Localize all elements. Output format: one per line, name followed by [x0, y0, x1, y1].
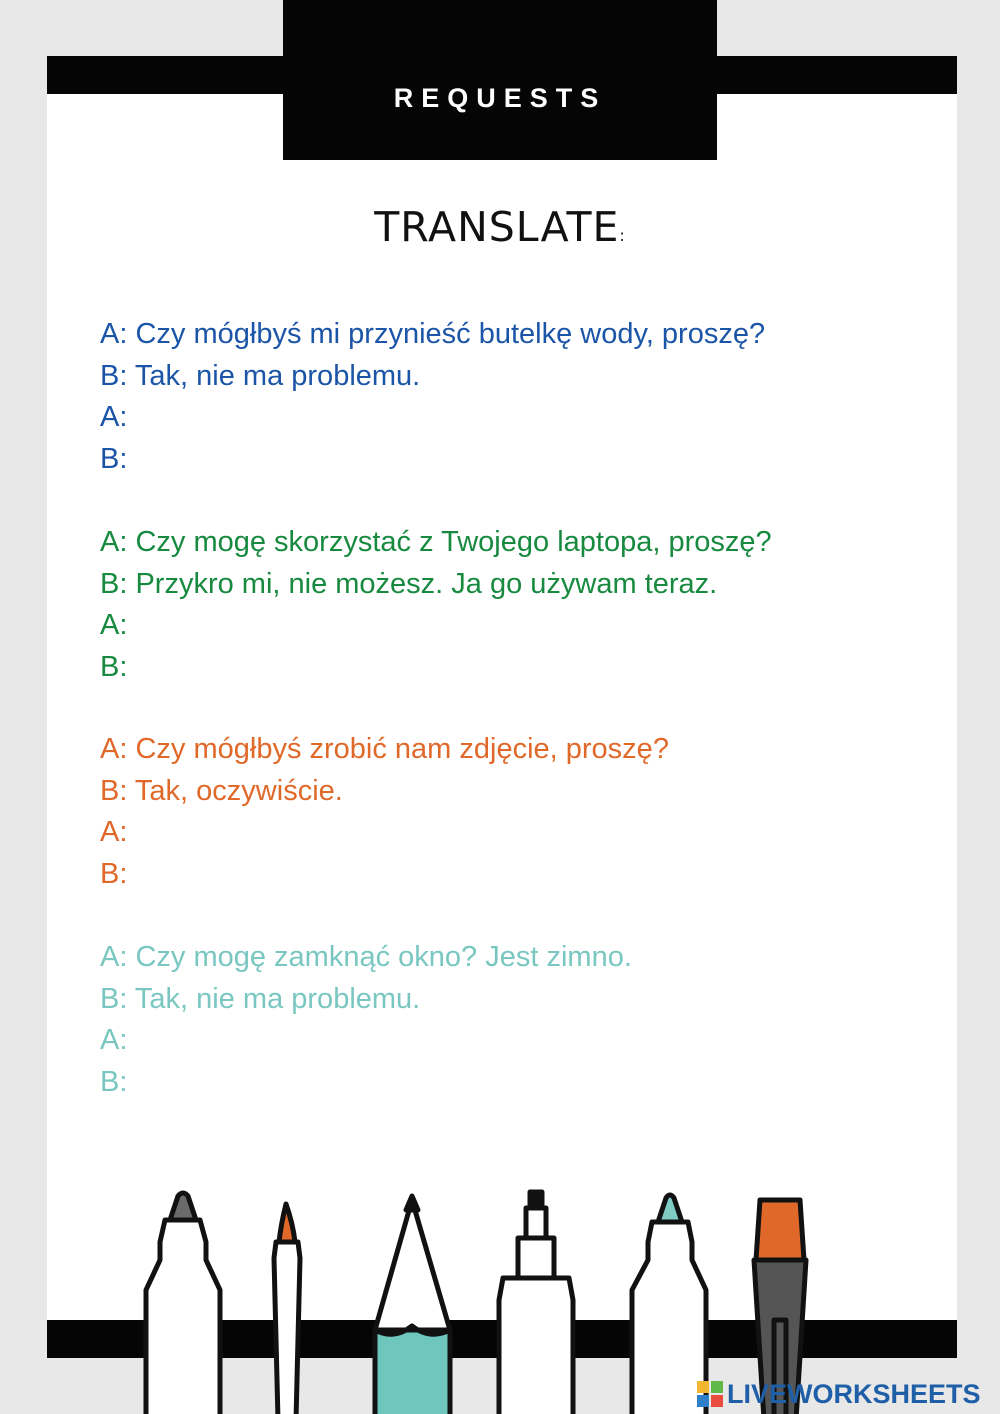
dialog-line: A: Czy mógłbyś zrobić nam zdjęcie, proszę? [100, 733, 669, 765]
dialog-4 [100, 937, 632, 1103]
instruction-colon: : [619, 226, 626, 245]
instruction-heading [0, 203, 1000, 251]
page-title: REQUESTS [393, 82, 607, 113]
paintbrush-orange-icon [274, 1204, 300, 1414]
dialog-answer-line[interactable]: A: [100, 401, 128, 433]
liveworksheets-logo [697, 1379, 981, 1409]
dialog-answer-line[interactable]: B: [100, 442, 128, 475]
dialog-line: B: Tak, oczywiście. [100, 774, 343, 807]
dialog-line: B: Tak, nie ma problemu. [100, 982, 421, 1015]
instruction-text: TRANSLATE [374, 203, 620, 251]
dialog-3 [100, 729, 669, 895]
dialog-line: B: Przykro mi, nie możesz. Ja go używam teraz. [100, 567, 718, 600]
fineliner-icon [499, 1192, 573, 1414]
title-banner [283, 0, 717, 160]
dialog-answer-line[interactable]: B: [100, 650, 128, 683]
dialog-line: A: Czy mógłbyś mi przynieść butelkę wody, proszę? [100, 318, 766, 350]
dialog-2 [100, 522, 772, 688]
dialog-line: A: Czy mogę skorzystać z Twojego laptopa, proszę? [100, 526, 772, 558]
pencil-teal-icon [375, 1196, 450, 1414]
marker-grey-icon [146, 1193, 220, 1414]
dialog-answer-line[interactable]: A: [100, 1024, 128, 1056]
worksheet-page [47, 56, 957, 1356]
marker-teal-icon [632, 1195, 706, 1414]
liveworksheets-logo-icon [697, 1381, 723, 1407]
dialog-line: B: Tak, nie ma problemu. [100, 359, 421, 392]
dialog-1 [100, 314, 765, 480]
dialog-answer-line[interactable]: A: [100, 816, 128, 848]
logo-text: LIVEWORKSHEETS [727, 1378, 981, 1409]
dialog-line: A: Czy mogę zamknąć okno? Jest zimno. [100, 941, 632, 973]
dialog-answer-line[interactable]: B: [100, 1065, 128, 1098]
dialog-answer-line[interactable]: A: [100, 609, 128, 641]
dialog-answer-line[interactable]: B: [100, 857, 128, 890]
